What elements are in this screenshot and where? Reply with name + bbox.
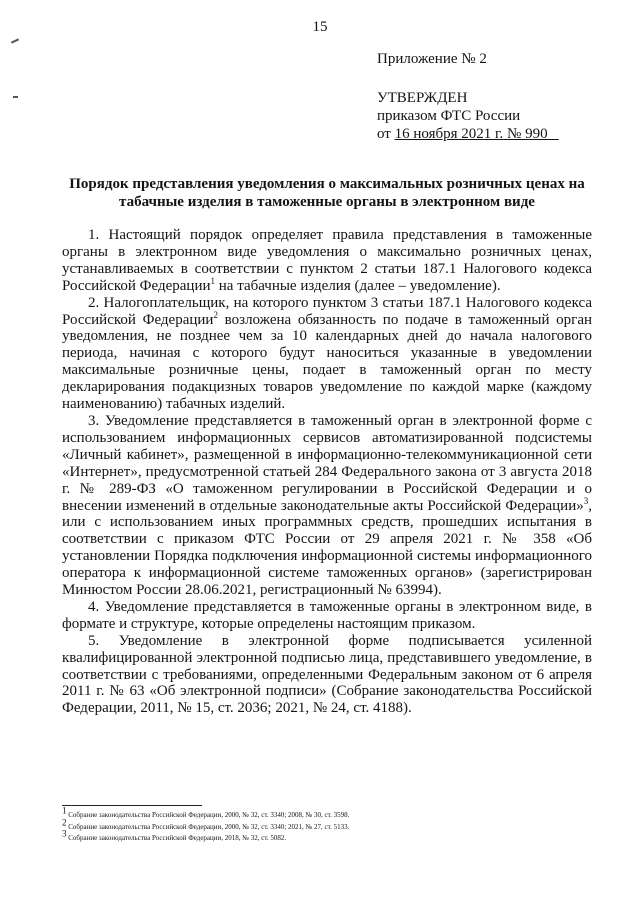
footnote-ref-1: 1 bbox=[210, 275, 216, 286]
paragraph-2-text-a: 2. Налогоплательщик, на которого пунктом 3 статьи 187.1 Налогового кодекса Российской Федерации bbox=[62, 294, 592, 328]
footnote-text-2: Собрание законодательства Российской Федерации, 2000, № 32, ст. 3340; 2021, № 27, ст. 5133. bbox=[66, 822, 350, 831]
document-body bbox=[62, 227, 592, 717]
paragraph-4: 4. Уведомление представляется в таможенные органы в электронном виде, в формате и структуре, которые определены настоящим приказом. bbox=[62, 598, 592, 632]
document-title: Порядок представления уведомления о максимальных розничных ценах на табачные изделия в таможенные органы в электронном виде bbox=[69, 176, 585, 210]
paragraph-1 bbox=[62, 227, 592, 295]
footnote-ref-3: 3 bbox=[583, 495, 589, 506]
footnote-1 bbox=[62, 805, 592, 822]
paragraph-3-text-b: , или с использованием иных программных средств, прошедших испытания в соответствии с приказом ФТС России от 29 апреля 2021 г. № 358 «Об установлении Порядка подключения информационной системы информационного оператора к информационной системе таможенных органов» (зарегистрирован Минюстом России 28.06.2021, регистрационный № 63994). bbox=[62, 497, 592, 599]
footnote-2 bbox=[62, 817, 592, 834]
number-prefix: № bbox=[503, 126, 526, 142]
footnote-text-3: Собрание законодательства Российской Федерации, 2018, № 32, ст. 5082. bbox=[66, 834, 287, 842]
scan-mark-middle bbox=[13, 96, 18, 98]
order-number: 990 bbox=[525, 126, 548, 142]
footnote-ref-2: 2 bbox=[213, 309, 218, 320]
footnote-mark-3: 3 bbox=[62, 828, 67, 839]
paragraph-5: 5. Уведомление в электронной форме подписывается усиленной квалифицированной электронной подписью лица, представившего уведомление, в соответствии с требованиями, определенными Федеральным законом от 6 апреля 2011 г. № 63 «Об электронной подписи» (Собрание законодательства Российской Федерации, 2011, № 15, ст. 2036; 2021, № 24, ст. 4188). bbox=[62, 632, 592, 717]
paragraph-1-text-a: 1. Настоящий порядок определяет правила представления в таможенные органы в электронном виде уведомления о максимально розничных ценах, устанавливаемых в соответствии с пунктом 2 статьи 187.1 Налогового кодекса Российской Федерации bbox=[62, 227, 592, 294]
approval-block bbox=[377, 89, 559, 143]
paragraph-3 bbox=[62, 413, 592, 599]
number-underline-tail bbox=[548, 126, 559, 142]
paragraph-3-text-a: 3. Уведомление представляется в таможенный орган в электронной форме с использованием информационных сервисов автоматизированной подсистемы «Личный кабинет», размещенной в информационно-телекоммуникационной сети «Интернет», предусмотренной статьей 284 Федерального закона от 3 августа 2018 г. № 289-ФЗ «О таможенном регулировании в Российской Федерации и о внесении изменений в отдельные законодательные акты Российской Федерации» bbox=[62, 412, 592, 514]
scan-mark-top bbox=[11, 38, 19, 43]
footnotes bbox=[62, 805, 592, 845]
order-date-line bbox=[377, 125, 559, 143]
order-date: 16 ноября 2021 г. bbox=[394, 126, 504, 142]
footnote-mark-2: 2 bbox=[62, 817, 67, 828]
date-prefix: от bbox=[377, 126, 395, 142]
footnote-mark-1: 1 bbox=[62, 805, 67, 816]
footnote-3 bbox=[62, 828, 592, 845]
paragraph-2-text-b: возложена обязанность по подаче в таможенный орган уведомления, не позднее чем за 10 календарных дней до начала налогового периода, начиная с которого будут наноситься указанные в уведомлении максимальные розничные цены, подает в таможенный орган по месту декларирования подакцизных товаров уведомление по каждой марке (каждому наименованию) табачных изделий. bbox=[62, 311, 593, 413]
by-order-label: приказом ФТС России bbox=[377, 108, 521, 124]
paragraph-1-text-b: на табачные изделия (далее – уведомление). bbox=[215, 277, 501, 294]
footnote-text-1: Собрание законодательства Российской Федерации, 2000, № 32, ст. 3340; 2008, № 30, ст. 3598. bbox=[66, 811, 350, 819]
footnote-separator bbox=[62, 805, 202, 806]
paragraph-2 bbox=[62, 295, 592, 413]
approved-label: УТВЕРЖДЕН bbox=[377, 90, 468, 106]
appendix-label: Приложение № 2 bbox=[377, 51, 487, 67]
page-number: 15 bbox=[312, 19, 328, 35]
